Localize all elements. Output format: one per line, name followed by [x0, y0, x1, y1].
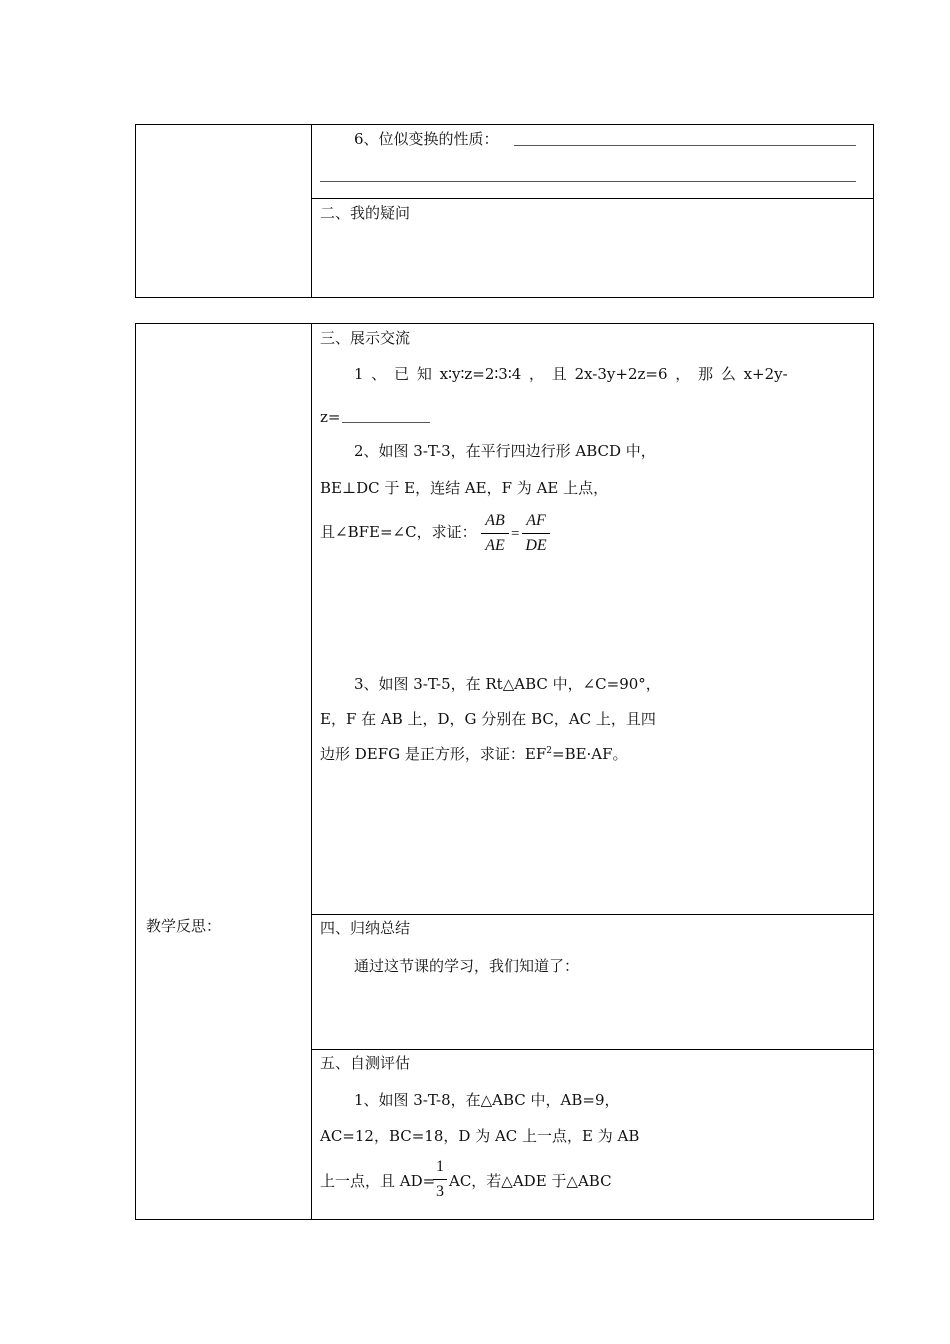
section-title-self-test: 五、自测评估 [320, 1054, 411, 1072]
section-title-summary: 四、归纳总结 [320, 919, 411, 937]
fraction-denominator: DE [525, 537, 547, 554]
row-divider [311, 198, 873, 199]
answer-line [514, 145, 856, 146]
fraction-numerator: 1 [436, 1158, 444, 1175]
answer-line [342, 422, 430, 423]
question-3-text: 边形 DEFG 是正方形，求证：EF [320, 745, 547, 763]
superscript-2: 2 [546, 746, 552, 756]
fraction-denominator: 3 [436, 1183, 444, 1200]
fraction-one-third [433, 1158, 447, 1201]
fraction-bar [433, 1179, 447, 1180]
summary-prompt: 通过这节课的学习，我们知道了： [354, 957, 580, 975]
question-2-line-1: 2、如图 3-T-3，在平行四边行形 ABCD 中， [354, 442, 656, 460]
self-test-q1-line-2: AC=12，BC=18，D 为 AC 上一点，E 为 AB [320, 1127, 640, 1145]
equals-sign: = [511, 526, 520, 542]
question-3-line-3 [320, 744, 628, 767]
question-1-line-1: 1 、 已 知 x∶y∶z=2∶3∶4 ， 且 2x-3y+2z=6 ， 那 么 x+2y- [354, 365, 788, 383]
fraction-ab-ae [481, 512, 509, 555]
self-test-q1-line-3a: 上一点，且 AD= [320, 1172, 436, 1190]
question-2-line-2: BE⊥DC 于 E，连结 AE，F 为 AE 上点， [320, 479, 609, 497]
section-title-doubts: 二、我的疑问 [320, 204, 411, 222]
fraction-numerator: AF [526, 512, 546, 529]
section-title-share: 三、展示交流 [320, 329, 411, 347]
reflection-label: 教学反思： [146, 917, 222, 935]
row-divider [311, 1049, 873, 1050]
row-divider [311, 914, 873, 915]
item6-label: 6、位似变换的性质： [354, 130, 499, 148]
question-3-text-end: =BE·AF。 [552, 745, 628, 763]
self-test-q1-line-3b: AC，若△ADE 于△ABC [449, 1172, 612, 1190]
question-1-line-2: z= [320, 408, 341, 426]
top-table [135, 124, 874, 298]
question-3-line-2: E，F 在 AB 上，D，G 分别在 BC，AC 上，且四 [320, 710, 656, 728]
question-2-line-3: 且∠BFE=∠C，求证： [320, 523, 477, 541]
self-test-q1-line-1: 1、如图 3-T-8，在△ABC 中，AB=9， [354, 1091, 620, 1109]
fraction-bar [481, 533, 509, 534]
fraction-numerator: AB [485, 512, 505, 529]
answer-line [320, 181, 856, 182]
fraction-bar [522, 533, 550, 534]
column-divider [311, 324, 312, 1219]
fraction-denominator: AE [485, 537, 505, 554]
question-3-line-1: 3、如图 3-T-5，在 Rt△ABC 中，∠C=90°， [354, 675, 661, 693]
main-table [135, 323, 874, 1220]
column-divider [311, 125, 312, 297]
fraction-af-de [522, 512, 550, 555]
